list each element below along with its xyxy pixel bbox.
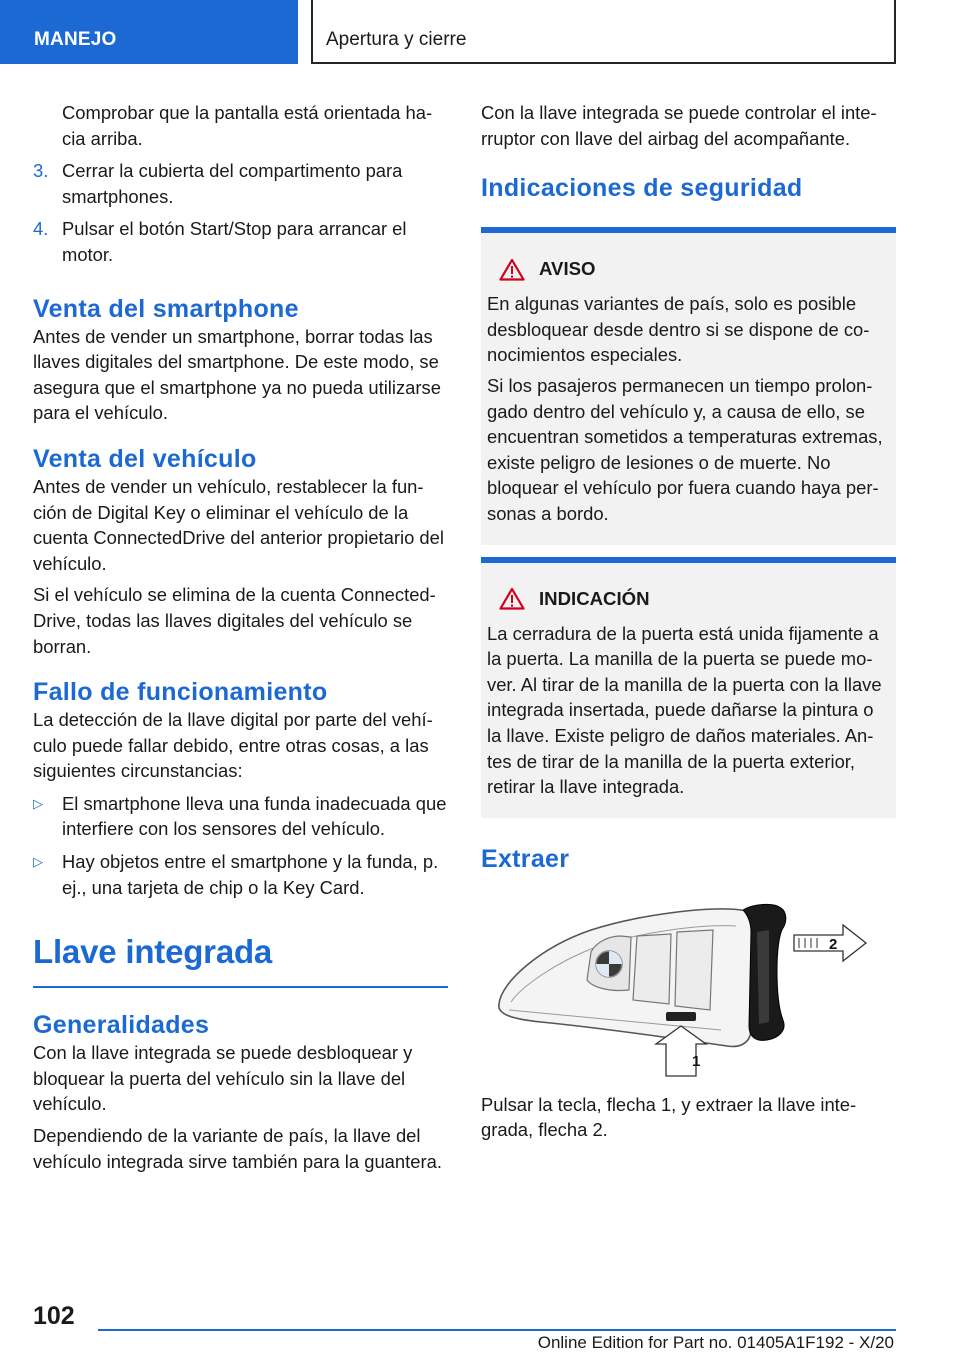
heading-seguridad: Indicaciones de seguridad	[481, 174, 803, 203]
arrow-1-label: 1	[692, 1052, 701, 1070]
arrow-2-label: 2	[829, 935, 838, 953]
notice-indicacion	[481, 557, 896, 818]
paragraph: La detección de la llave digital por parte del vehículo puede fallar debido, entre otras cosas, a las siguientes circunstancias:	[33, 709, 433, 782]
heading-extraer: Extraer	[481, 844, 570, 873]
chapter-title: Apertura y cierre	[311, 0, 896, 64]
step-text: Pulsar el botón Start/Stop para arrancar el motor.	[62, 218, 407, 265]
warning-triangle-icon	[499, 587, 525, 610]
notice-body	[481, 233, 896, 544]
step-continuation: Comprobar que la pantalla está orientada hacia arriba.	[62, 102, 433, 149]
footer-rule	[98, 1329, 896, 1331]
list-item-text: Hay objetos entre el smartphone y la funda, p. ej., una tarjeta de chip o la Key Card.	[62, 851, 439, 898]
heading-llave-integrada: Llave integrada	[33, 933, 273, 971]
notice-text: En algunas variantes de país, solo es posible desbloquear desde dentro si se dispone de conocimientos especiales.	[487, 293, 870, 366]
paragraph: Si el vehículo se elimina de la cuenta ConnectedDrive, todas las llaves digitales del vehículo se borran.	[33, 584, 436, 657]
paragraph: Con la llave integrada se puede desbloquear y bloquear la puerta del vehículo sin la llave del vehículo.	[33, 1042, 413, 1115]
step-4	[33, 216, 448, 267]
notice-text: La cerradura de la puerta está unida fijamente a la puerta. La manilla de la puerta se puede mover. Al tirar de la manilla de la puerta con la llave integrada insertada, puede dañarse la pintura o la llave. Existe peligro de daños materiales. Antes de tirar de la manilla de la puerta exterior, retirar la llave integrada.	[487, 622, 882, 798]
notice-body	[481, 563, 896, 818]
list-item	[33, 791, 448, 842]
heading-venta-smartphone: Venta del smartphone	[33, 294, 299, 323]
page-number: 102	[33, 1302, 75, 1330]
triangle-bullet-icon: ▷	[33, 795, 43, 811]
arrow-2	[794, 925, 866, 961]
key-fob-figure	[481, 892, 896, 1082]
notice-text: Si los pasajeros permanecen un tiempo prolongado dentro del vehículo y, a causa de ello, se encuentran sometidos a temperaturas extremas, existe peligro de lesiones o de muerte. No bloquear el vehículo por fuera cuando haya personas a bordo.	[487, 374, 883, 524]
triangle-bullet-icon: ▷	[33, 854, 43, 870]
notice-header	[487, 585, 888, 613]
paragraph: Antes de vender un vehículo, restablecer la función de Digital Key o eliminar el vehículo de la cuenta ConnectedDrive del anterior propietario del vehículo.	[33, 475, 444, 574]
notice-header	[487, 255, 888, 283]
step-number: 3.	[33, 160, 49, 182]
heading-rule	[33, 986, 448, 988]
notice-aviso	[481, 227, 896, 544]
section-tab: MANEJO	[0, 0, 298, 64]
list-item-text: El smartphone lleva una funda inadecuada que interfiere con los sensores del vehículo.	[62, 792, 447, 840]
footer-edition: Online Edition for Part no. 01405A1F192 - X/20	[537, 1333, 894, 1352]
warning-triangle-icon	[499, 258, 525, 281]
notice-label: INDICACIÓN	[539, 587, 650, 609]
notice-label: AVISO	[539, 258, 596, 280]
list-item	[33, 849, 448, 900]
right-column	[481, 100, 896, 1143]
step-number: 4.	[33, 218, 49, 240]
paragraph: Con la llave integrada se puede controlar el interruptor con llave del airbag del acompañante.	[481, 102, 877, 149]
paragraph: Pulsar la tecla, flecha 1, y extraer la llave integrada, flecha 2.	[481, 1093, 857, 1141]
step-text: Cerrar la cubierta del compartimento para smartphones.	[62, 160, 403, 207]
heading-generalidades: Generalidades	[33, 1011, 210, 1040]
heading-venta-vehiculo: Venta del vehículo	[33, 444, 257, 473]
paragraph: Dependiendo de la variante de país, la llave del vehículo integrada sirve también para la guantera.	[33, 1125, 442, 1172]
key-illustration	[481, 892, 896, 1082]
step-3	[33, 158, 448, 209]
heading-fallo: Fallo de funcionamiento	[33, 678, 328, 707]
paragraph: Antes de vender un smartphone, borrar todas las llaves digitales del smartphone. De este modo, se asegura que el smartphone ya no pueda utilizarse para el vehículo.	[33, 325, 441, 424]
left-column	[33, 100, 448, 1174]
